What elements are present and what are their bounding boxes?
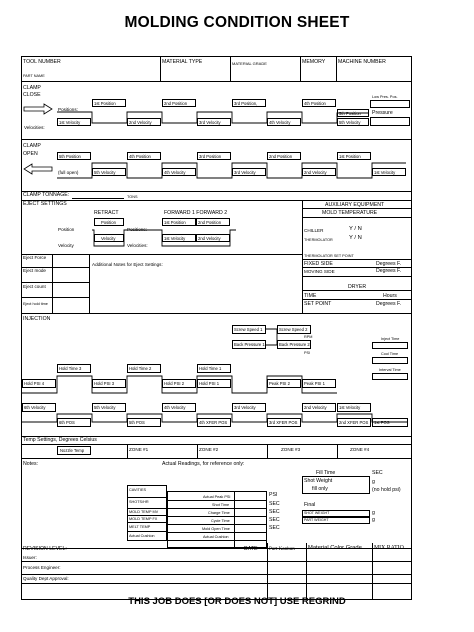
inj-position-3-box[interactable]: 3rd XFER POS: [267, 418, 301, 427]
inj-velocity-1-box[interactable]: 1st Velocity: [337, 403, 371, 412]
thermolator-yn[interactable]: Y / N: [349, 235, 362, 241]
low-press-pos-label: Low Pres. Pos.: [372, 95, 398, 99]
close-velocity-2-box[interactable]: 2nd Velocity: [127, 118, 161, 126]
hold-psi-4-box[interactable]: Hold PSI 4: [22, 379, 56, 388]
cool-time-label: Cool Time: [381, 352, 399, 356]
fill-time-label: Fill Time: [316, 470, 336, 476]
fill-only-label: fill only: [312, 486, 328, 492]
mold-temp-mv-label: MOLD TEMP MV: [129, 510, 159, 514]
forward1-position-box[interactable]: 1st Position: [162, 218, 196, 226]
hold-time-2-box[interactable]: Hold Time 2: [127, 364, 161, 373]
divider: [127, 497, 167, 498]
divider: [197, 444, 198, 458]
chiller-label: CHILLER: [304, 228, 324, 233]
hold-psi-2-box[interactable]: Hold PSI 2: [162, 379, 196, 388]
clamp-tonnage-label: CLAMP TONNAGE:: [23, 192, 70, 198]
cavities-label: CAVITIES: [129, 488, 147, 492]
memory-label: MEMORY: [302, 59, 326, 65]
dryer-hours-label: Hours: [383, 293, 397, 299]
temp-settings-label: Temp Settings, Degrees Celsius: [23, 437, 97, 443]
forward-label: FORWARD 1 FORWARD 2: [164, 210, 228, 216]
no-hold-psi-label: (no hold psi): [372, 487, 401, 493]
mold-open-time-label: Mold Open Time: [202, 527, 230, 531]
eject-count-label: Eject count: [23, 284, 46, 289]
divider: [167, 516, 267, 517]
inj-position-5-box[interactable]: 5th POS: [127, 418, 161, 427]
open-position-1-box[interactable]: 1st Position: [337, 152, 371, 160]
divider: [127, 444, 128, 458]
set-point-label: SET POINT: [304, 301, 332, 307]
tons-label: TONS: [127, 195, 138, 199]
part-weight-g: g: [372, 517, 375, 523]
part-kanban-label: Part Kanban: [269, 546, 295, 552]
nozzle-temp-box[interactable]: Nozzle Temp: [57, 446, 91, 455]
fill-time-sec: SEC: [372, 470, 383, 476]
psi-unit: PSI: [269, 492, 278, 498]
actual-cushion-left-label: Actual Cushion: [129, 534, 155, 538]
inj-velocity-3-box[interactable]: 3rd Velocity: [232, 403, 266, 412]
peak-psi-1-box[interactable]: Peak PSI 1: [302, 379, 336, 388]
inj-position-6-box[interactable]: 6th POS: [57, 418, 91, 427]
divider: [127, 522, 167, 523]
open-velocity-5-box[interactable]: 5th Velocity: [92, 168, 126, 176]
clamp-close-label-1: CLAMP: [23, 85, 41, 91]
rpm-label: RPM: [304, 335, 313, 339]
divider: [167, 508, 267, 509]
divider: [306, 543, 307, 600]
eject-hold-time-label: Eject hold time: [23, 302, 48, 306]
notes-label: Notes:: [23, 461, 38, 467]
full-open-label: (full open): [58, 170, 79, 175]
machine-number-label: MACHINE NUMBER: [338, 59, 386, 65]
eject-position-label: Position: [58, 227, 75, 232]
page-title: MOLDING CONDITION SHEET: [124, 14, 350, 31]
close-position-1-box[interactable]: 1st Position: [92, 99, 126, 107]
inj-position-2-box[interactable]: 2nd XFER POS: [337, 418, 371, 427]
divider: [167, 524, 267, 525]
divider: [21, 561, 412, 562]
sec-unit-3: SEC: [269, 517, 280, 523]
divider: [167, 532, 267, 533]
regrind-notice: THIS JOB DOES [OR DOES NOT] USE REGRIND: [128, 596, 346, 607]
retract-label: RETRACT: [94, 210, 119, 216]
final-shot-weight-g: g: [372, 510, 375, 516]
back-pressure-2-box[interactable]: Back Pressure 2: [279, 342, 310, 347]
close-velocity-5-box[interactable]: 5th Velocity: [337, 118, 369, 126]
open-velocity-1-box[interactable]: 1st Velocity: [372, 168, 406, 176]
open-position-2-box[interactable]: 2nd Position: [267, 152, 301, 160]
zone-3-label: ZONE #3: [281, 447, 301, 452]
inject-time-label: Inject Time: [381, 337, 400, 341]
final-label: Final: [304, 502, 316, 508]
zone-2-label: ZONE #2: [199, 447, 219, 452]
material-color-grade-label: Material Color Grade: [308, 545, 362, 551]
close-velocity-3-box[interactable]: 3rd Velocity: [197, 118, 231, 126]
divider: [21, 583, 412, 584]
interval-time-label: Interval Time: [379, 368, 401, 372]
melt-temp-label: MELT TEMP: [129, 525, 151, 529]
eject-positions-label: Positions:: [127, 227, 147, 232]
fixed-side-label: FIXED SIDE: [304, 261, 333, 267]
injection-header: INJECTION: [23, 316, 51, 322]
material-type-label: MATERIAL TYPE: [162, 59, 203, 65]
eject-mode-label: Eject mode: [23, 268, 46, 273]
open-velocity-3-box[interactable]: 3rd Velocity: [232, 168, 266, 176]
open-position-3-box[interactable]: 3rd Position: [197, 152, 231, 160]
divider: [21, 444, 412, 445]
shots-hr-label: SHOTS/HR: [129, 500, 149, 504]
dryer-time-label: TIME: [304, 293, 317, 299]
clamp-open-label-2: OPEN: [23, 151, 38, 157]
divider: [267, 543, 268, 600]
mold-temp-fx-label: MOLD TEMP FX: [129, 517, 158, 521]
sec-unit-4: SEC: [269, 525, 280, 531]
forward2-position-box[interactable]: 2nd Position: [196, 218, 230, 226]
sec-unit-1: SEC: [269, 501, 280, 507]
velocities-label: Velocities:: [24, 125, 45, 130]
thermolator-label: THERMOLATOR: [304, 238, 333, 242]
eject-velocities-label: Velocities:: [127, 243, 148, 248]
divider: [372, 543, 373, 600]
shot-weight-g: g: [372, 479, 375, 485]
final-shot-weight-box[interactable]: SHOT WEIGHT: [302, 510, 370, 517]
hold-psi-3-box[interactable]: Hold PSI 3: [92, 379, 126, 388]
material-grade-label: MATERIAL GRADE: [232, 61, 267, 66]
screw-speed-1-box[interactable]: Screw Speed 1: [232, 325, 266, 334]
fixed-side-degrees: Degrees F.: [376, 261, 402, 267]
inj-position-4-box[interactable]: 4th XFER POS: [197, 418, 231, 427]
mix-ratio-label: MIX RATIO: [374, 545, 404, 551]
zone-1-label: ZONE #1: [129, 447, 149, 452]
divider: [127, 531, 167, 532]
hold-time-1-box[interactable]: Hold Time 1: [197, 364, 231, 373]
quality-dept-label: Quality Dept Approval:: [23, 576, 69, 581]
close-position-3-box[interactable]: 3rd Position,: [232, 99, 266, 107]
date-label: DATE: [244, 546, 258, 552]
psi-label: PSI: [304, 351, 311, 355]
chiller-yn[interactable]: Y / N: [349, 226, 362, 232]
inj-velocity-5-box[interactable]: 5th Velocity: [92, 403, 126, 412]
moving-side-label: MOVING SIDE: [304, 269, 335, 274]
positions-label: Positions:: [58, 107, 78, 112]
cycle-time-label: Cycle Time: [211, 519, 230, 523]
revision-level-label: REVISION LEVEL:: [23, 546, 67, 552]
clamp-close-label-2: CLOSE: [23, 92, 41, 98]
eject-velocity-label: Velocity: [58, 243, 74, 248]
close-position-4-box[interactable]: 4th Position: [302, 99, 336, 107]
pressure-label: Pressure: [372, 110, 393, 116]
shot-time-label: Shot Time: [212, 503, 230, 507]
shot-weight-label: Shot Weight: [304, 478, 333, 484]
divider: [167, 540, 267, 541]
part-weight-box[interactable]: PART WEIGHT: [302, 517, 370, 524]
inj-position-1-box[interactable]: 1st POS: [372, 418, 408, 427]
moving-side-degrees: Degrees F.: [376, 268, 402, 274]
inj-velocity-4-box[interactable]: 4th Velocity: [162, 403, 196, 412]
tool-number-label: TOOL NUMBER: [23, 59, 61, 65]
back-pressure-1-box[interactable]: Back Pressure 1: [234, 342, 265, 347]
eject-settings-header: EJECT SETTINGS: [23, 201, 67, 207]
eject-notes-label: Additional Notes for Eject Settings:: [92, 262, 163, 267]
inj-velocity-6-box[interactable]: 6th Velocity: [22, 403, 56, 412]
close-position-5-box[interactable]: 5th Position: [337, 109, 369, 117]
charge-time-label: Charge Time: [208, 511, 230, 515]
mold-temperature-header: MOLD TEMPERATURE: [322, 210, 378, 216]
close-position-2-box[interactable]: 2nd Position: [162, 99, 196, 107]
open-velocity-2-box[interactable]: 2nd Velocity: [302, 168, 336, 176]
thermolator-set-point-label: THERMOLATOR SET POINT: [304, 254, 354, 258]
open-position-5-box[interactable]: 5th Position: [57, 152, 91, 160]
actual-peak-psi-label: Actual Peak PSI: [203, 495, 231, 499]
close-velocity-1-box[interactable]: 1st Velocity: [57, 118, 91, 126]
hold-psi-1-box[interactable]: Hold PSI 1: [197, 379, 231, 388]
issuer-label: Issuer:: [23, 555, 37, 560]
zone-4-label: ZONE #4: [350, 447, 370, 452]
open-velocity-4-box[interactable]: 4th Velocity: [162, 168, 196, 176]
inj-velocity-2-box[interactable]: 2nd Velocity: [302, 403, 336, 412]
divider: [21, 458, 412, 459]
process-engineer-label: Process Engineer:: [23, 565, 61, 570]
hold-time-3-box[interactable]: Hold Time 3: [57, 364, 91, 373]
divider: [267, 444, 268, 458]
divider: [337, 444, 338, 458]
forward2-velocity-box[interactable]: 2nd Velocity: [196, 234, 230, 242]
peak-psi-2-box[interactable]: Peak PSI 2: [267, 379, 301, 388]
actual-readings-label: Actual Readings, for reference only:: [162, 461, 245, 467]
forward1-velocity-box[interactable]: 1st Velocity: [162, 234, 196, 242]
screw-speed-2-box[interactable]: Screw Speed 2: [277, 325, 311, 334]
aux-equipment-header: AUXILIARY EQUIPMENT: [325, 202, 385, 208]
actual-cushion-right-label: Actual Cushion: [203, 535, 229, 539]
eject-force-label: Eject Force: [23, 255, 47, 260]
dryer-label: DRYER: [348, 284, 367, 290]
open-position-4-box[interactable]: 4th Position: [127, 152, 161, 160]
close-velocity-4-box[interactable]: 4th Velocity: [267, 118, 301, 126]
set-point-degrees: Degrees F.: [376, 301, 402, 307]
clamp-open-label-1: CLAMP: [23, 143, 41, 149]
retract-velocity-box[interactable]: Velocity: [94, 234, 124, 242]
divider: [21, 574, 412, 575]
retract-position-box[interactable]: Position: [94, 218, 124, 226]
divider: [167, 500, 267, 501]
sec-unit-2: SEC: [269, 509, 280, 515]
part-name-label: PART NAME: [23, 74, 45, 78]
